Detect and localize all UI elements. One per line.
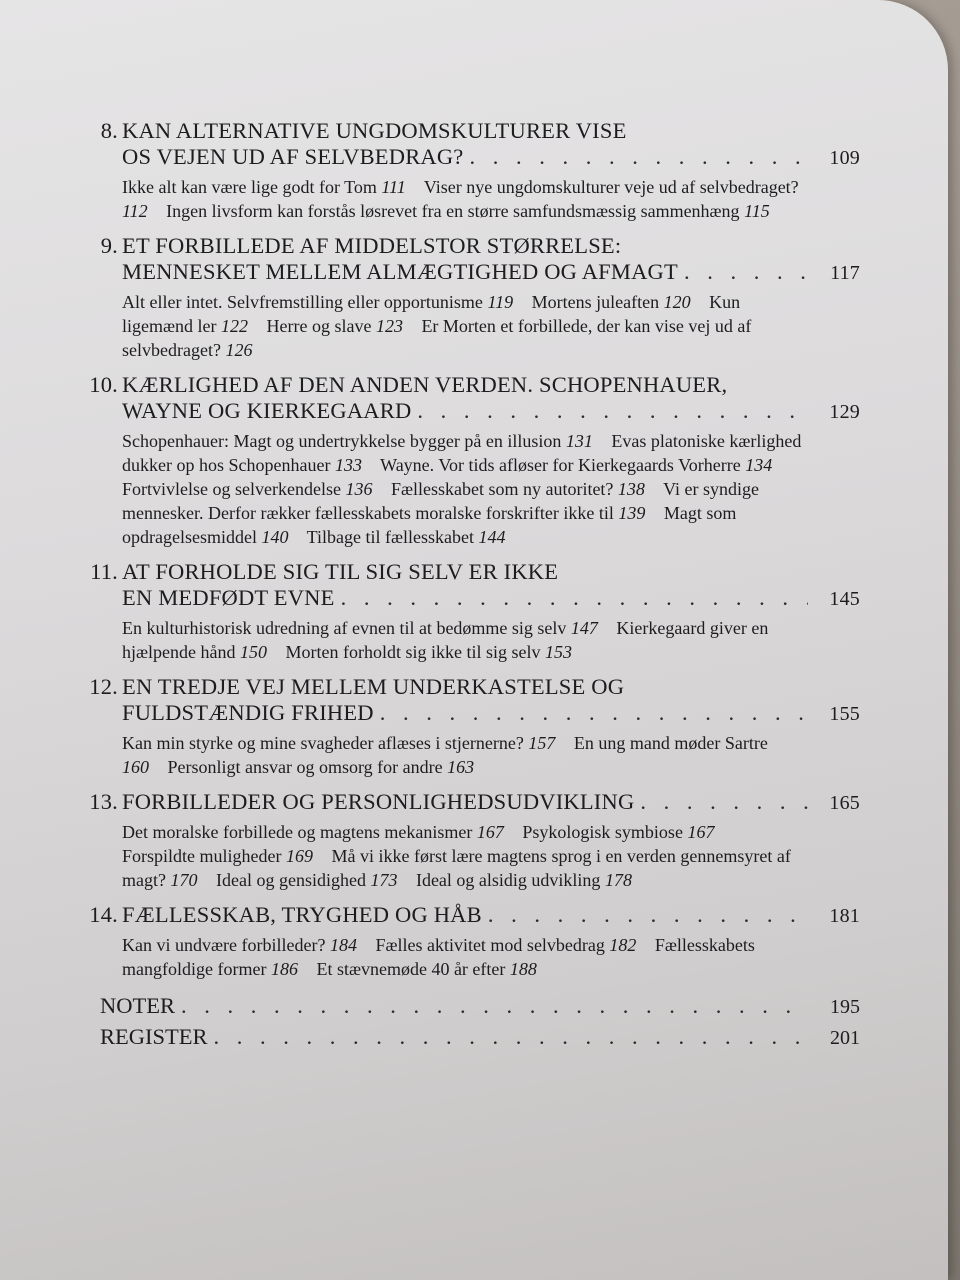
section-text: Kierkegaard giver en hjælpende hånd (122, 618, 769, 662)
chapter-sections (70, 933, 860, 981)
chapter-title-line: OS VEJEN UD AF SELVBEDRAG? (122, 144, 464, 169)
chapter-title-line: WAYNE OG KIERKEGAARD (122, 398, 412, 423)
section-text: Mortens juleaften (531, 292, 660, 312)
section-text: Fælles aktivitet mod selvbedrag (375, 935, 605, 955)
chapter-title (70, 902, 860, 929)
table-of-contents (70, 118, 860, 1053)
section-page: 115 (744, 201, 770, 221)
section-text: Fællesskabets mangfoldige former (122, 935, 755, 979)
section-page: 120 (663, 292, 691, 312)
chapter-12 (70, 674, 860, 779)
section-page: 160 (122, 757, 149, 777)
dot-leader (181, 991, 808, 1021)
chapter-number: 13. (89, 789, 118, 814)
section-page: 112 (122, 201, 148, 221)
dot-leader (380, 700, 808, 726)
chapter-8 (70, 118, 860, 223)
chapter-page-number: 155 (829, 703, 860, 725)
chapter-9 (70, 233, 860, 362)
section-page: 139 (618, 503, 646, 523)
section-page: 157 (528, 733, 556, 753)
section-page: 126 (225, 340, 253, 360)
section-page: 150 (239, 642, 267, 662)
chapter-page-number: 145 (829, 588, 860, 610)
chapter-page-number: 165 (829, 792, 860, 814)
register-page-number: 201 (830, 1027, 860, 1049)
notes-entry (70, 991, 860, 1022)
section-text: Alt eller intet. Selvfremstilling eller opportunisme (122, 292, 483, 312)
chapter-title-line: EN MEDFØDT EVNE (122, 585, 335, 610)
chapter-title-line: EN TREDJE VEJ MELLEM UNDERKASTELSE OG (122, 674, 625, 699)
section-text: Morten forholdt sig ikke til sig selv (285, 642, 541, 662)
dot-leader (214, 1022, 808, 1052)
section-page: 140 (261, 527, 289, 547)
section-text: Psykologisk symbiose (522, 822, 683, 842)
notes-page-number: 195 (830, 996, 860, 1018)
section-text: Personligt ansvar og omsorg for andre (167, 757, 443, 777)
section-page: 144 (478, 527, 506, 547)
section-page: 186 (270, 959, 298, 979)
chapter-number: 12. (89, 674, 118, 699)
section-text: Kun ligemænd ler (122, 292, 741, 336)
section-page: 170 (170, 870, 198, 890)
section-page: 138 (617, 479, 645, 499)
chapter-number: 9. (100, 233, 118, 258)
chapter-title-line: MENNESKET MELLEM ALMÆGTIGHED OG AFMAGT (122, 259, 678, 284)
chapter-title-line: FÆLLESSKAB, TRYGHED OG HÅB (122, 902, 482, 927)
section-page: 169 (285, 846, 313, 866)
chapter-sections (70, 820, 860, 892)
section-text: Forspildte muligheder (122, 846, 282, 866)
chapter-title (70, 559, 860, 612)
section-text: Evas platoniske kærlighed dukker op hos Schopenhauer (122, 431, 802, 475)
chapter-sections (70, 731, 860, 779)
section-text: Vi er syndige mennesker. Derfor rækker fællesskabets moralske forskrifter ikke til (122, 479, 760, 523)
chapter-title-line: FULDSTÆNDIG FRIHED (122, 700, 374, 725)
section-page: 147 (570, 618, 598, 638)
section-page: 178 (604, 870, 632, 890)
dot-leader (684, 259, 808, 285)
section-text: Kan vi undvære forbilleder? (122, 935, 326, 955)
section-page: 182 (609, 935, 637, 955)
chapter-title-line: KÆRLIGHED AF DEN ANDEN VERDEN. SCHOPENHAUER, (122, 372, 728, 397)
chapter-sections (70, 290, 860, 362)
chapter-title (70, 372, 860, 425)
chapter-title-line: ET FORBILLEDE AF MIDDELSTOR STØRRELSE: (122, 233, 622, 258)
chapter-page-number: 117 (830, 262, 860, 284)
section-page: 119 (487, 292, 514, 312)
section-text: Ideal og gensidighed (215, 870, 366, 890)
chapter-sections (70, 616, 860, 664)
dot-leader (488, 902, 808, 928)
chapter-title-line: AT FORHOLDE SIG TIL SIG SELV ER IKKE (122, 559, 559, 584)
chapter-10 (70, 372, 860, 549)
section-text: Er Morten et forbillede, der kan vise vej ud af selvbedraget? (122, 316, 752, 360)
chapter-13 (70, 789, 860, 892)
chapter-title (70, 233, 860, 286)
chapter-page-number: 129 (829, 401, 860, 423)
section-text: En ung mand møder Sartre (573, 733, 768, 753)
section-page: 188 (509, 959, 537, 979)
section-text: En kulturhistorisk udredning af evnen til at bedømme sig selv (122, 618, 567, 638)
dot-leader (470, 144, 809, 170)
section-text: Herre og slave (266, 316, 372, 336)
section-page: 134 (745, 455, 773, 475)
section-page: 136 (345, 479, 373, 499)
section-page: 122 (220, 316, 248, 336)
section-page: 131 (565, 431, 593, 451)
chapter-14 (70, 902, 860, 981)
section-page: 167 (476, 822, 504, 842)
chapter-number: 14. (89, 902, 118, 927)
section-text: Fortvivlelse og selverkendelse (122, 479, 341, 499)
section-page: 184 (329, 935, 357, 955)
section-text: Det moralske forbillede og magtens mekanismer (122, 822, 473, 842)
section-text: Må vi ikke først lære magtens sprog i en verden gennemsyret af magt? (122, 846, 791, 890)
register-entry (70, 1022, 860, 1053)
chapter-title (70, 118, 860, 171)
chapter-sections (70, 175, 860, 223)
section-text: Viser nye ungdomskulturer veje ud af selvbedraget? (423, 177, 799, 197)
chapter-title-line: FORBILLEDER OG PERSONLIGHEDSUDVIKLING (122, 789, 635, 814)
chapter-number: 8. (100, 118, 118, 143)
section-text: Kan min styrke og mine svagheder aflæses i stjernerne? (122, 733, 524, 753)
section-text: Wayne. Vor tids afløser for Kierkegaards Vorherre (380, 455, 741, 475)
chapter-title (70, 789, 860, 816)
section-page: 173 (370, 870, 398, 890)
chapter-number: 10. (89, 372, 118, 397)
register-label: REGISTER (100, 1024, 208, 1049)
section-page: 111 (381, 177, 406, 197)
chapter-title-line: KAN ALTERNATIVE UNGDOMSKULTURER VISE (122, 118, 627, 143)
chapter-page-number: 181 (829, 905, 860, 927)
section-page: 133 (334, 455, 362, 475)
dot-leader (417, 398, 808, 424)
chapter-11 (70, 559, 860, 664)
dot-leader (640, 789, 808, 815)
chapter-sections (70, 429, 860, 549)
dot-leader (341, 585, 808, 611)
section-text: Magt som opdragelsesmiddel (122, 503, 737, 547)
section-text: Et stævnemøde 40 år efter (316, 959, 506, 979)
section-page: 163 (447, 757, 475, 777)
section-page: 123 (375, 316, 403, 336)
chapter-page-number: 109 (829, 147, 860, 169)
section-text: Ideal og alsidig udvikling (415, 870, 601, 890)
section-page: 167 (687, 822, 715, 842)
section-text: Fællesskabet som ny autoritet? (390, 479, 614, 499)
chapter-number: 11. (90, 559, 118, 584)
section-text: Ingen livsform kan forstås løsrevet fra en større samfundsmæssig sammenhæng (166, 201, 740, 221)
section-text: Schopenhauer: Magt og undertrykkelse bygger på en illusion (122, 431, 562, 451)
notes-label: NOTER (100, 993, 175, 1018)
section-page: 153 (544, 642, 572, 662)
chapter-title (70, 674, 860, 727)
section-text: Tilbage til fællesskabet (306, 527, 474, 547)
section-text: Ikke alt kan være lige godt for Tom (122, 177, 377, 197)
